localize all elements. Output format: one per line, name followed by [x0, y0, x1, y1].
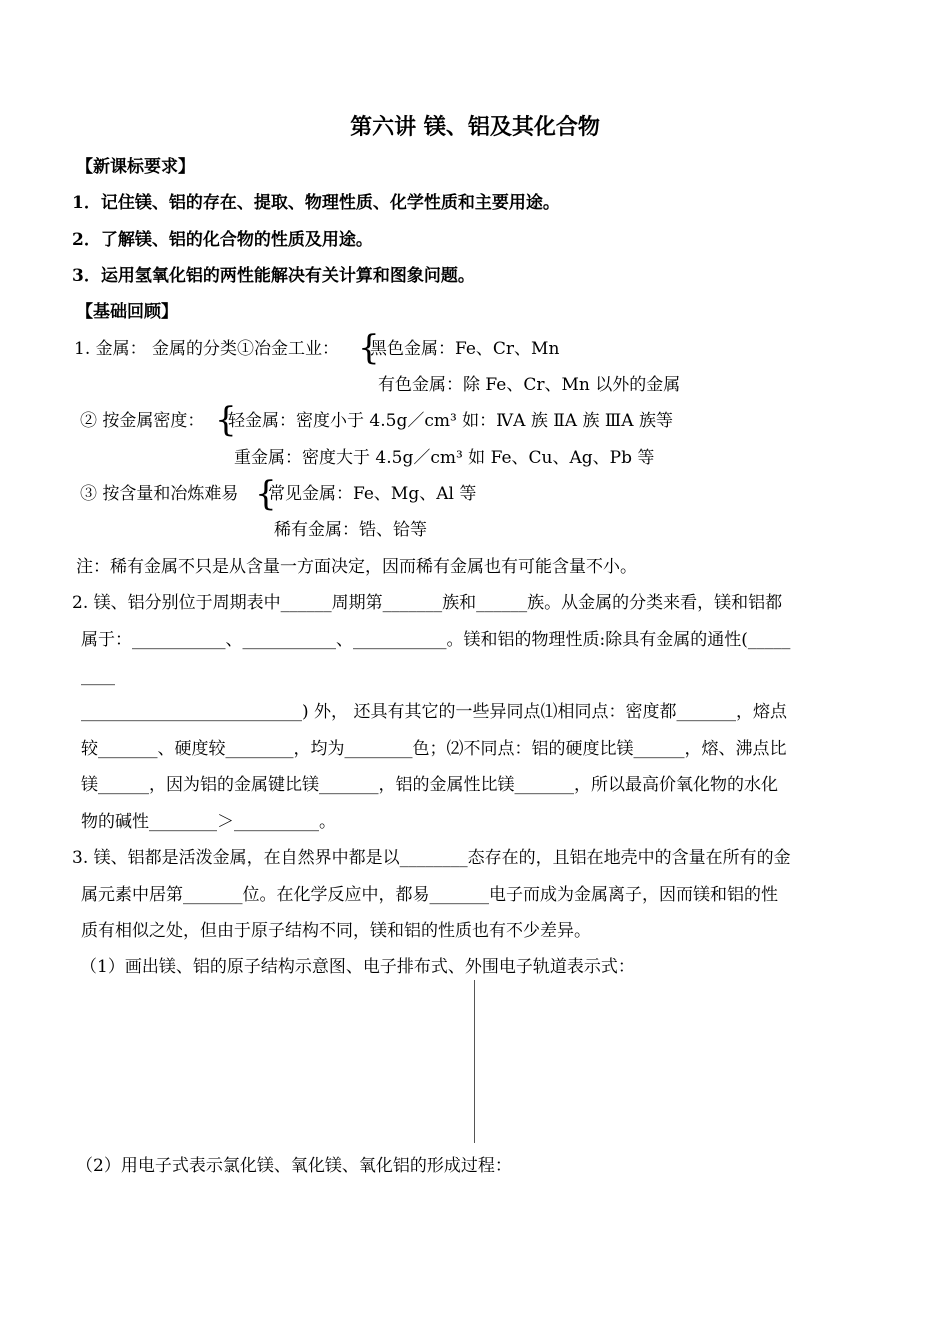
common-metals: 常见金属：Fe、Mg、Al 等	[268, 484, 477, 504]
heavy-metals: 重金属：密度大于 4.5g／cm³ 如 Fe、Cu、Ag、Pb 等	[234, 448, 655, 468]
question-3-line: 3. 镁、铝都是活泼金属，在自然界中都是以________态存在的，且铝在地壳中的含量在所有的金	[72, 848, 791, 868]
question-2-line: 较_______、硬度较________，均为________色；⑵不同点：铝的硬度比镁______，熔、沸点比	[81, 739, 787, 759]
brace-icon: {	[255, 474, 277, 514]
classification-density-label: ② 按金属密度：	[80, 411, 205, 431]
classification-abundance-label: ③ 按含量和冶炼难易	[80, 484, 239, 504]
question-2-line: __________________________) 外， 还具有其它的一些异同点⑴相同点：密度都_______，熔点	[81, 702, 787, 722]
question-3-line: 属元素中居第_______位。在化学反应中，都易_______电子而成为金属离子，因而镁和铝的性	[81, 885, 778, 905]
page-title: 第六讲 镁、铝及其化合物	[350, 114, 600, 140]
question-2-line: 物的碱性________＞__________。	[81, 812, 336, 832]
ferrous-metals: 黑色金属：Fe、Cr、Mn	[370, 339, 560, 359]
classification-metallurgy-label: 1. 金属： 金属的分类①冶金工业：	[74, 339, 340, 359]
question-2-line: 属于：___________、___________、___________。镁和铝的物理性质:除具有金属的通性(_____	[81, 630, 791, 650]
nonferrous-metals: 有色金属：除 Fe、Cr、Mn 以外的金属	[378, 375, 681, 395]
light-metals: 轻金属：密度小于 4.5g／cm³ 如：ⅣA 族 ⅡA 族 ⅢA 族等	[228, 411, 673, 431]
requirement-2: 2．了解镁、铝的化合物的性质及用途。	[72, 230, 373, 250]
question-2-line: ____	[81, 666, 115, 686]
question-3-line: 质有相似之处，但由于原子结构不同，镁和铝的性质也有不少差异。	[81, 921, 591, 941]
requirement-3: 3．运用氢氧化铝的两性能解决有关计算和图象问题。	[72, 266, 475, 286]
question-2-line: 2. 镁、铝分别位于周期表中______周期第_______族和______族。从金属的分类来看，镁和铝都	[72, 593, 783, 613]
note: 注：稀有金属不只是从含量一方面决定，因而稀有金属也有可能含量不小。	[76, 557, 637, 577]
section-header-requirements: 【新课标要求】	[76, 157, 195, 177]
question-3-subquestion-2: （2）用电子式表示氯化镁、氧化镁、氧化铝的形成过程：	[76, 1156, 512, 1176]
question-3-subquestion-1: （1）画出镁、铝的原子结构示意图、电子排布式、外围电子轨道表示式：	[80, 957, 635, 977]
answer-divider-line	[474, 980, 475, 1143]
rare-metals: 稀有金属：锆、铪等	[274, 520, 427, 540]
brace-icon: {	[215, 400, 237, 440]
question-2-line: 镁______，因为铝的金属键比镁_______，铝的金属性比镁_______，所以最高价氧化物的水化	[81, 775, 778, 795]
requirement-1: 1．记住镁、铝的存在、提取、物理性质、化学性质和主要用途。	[72, 193, 560, 213]
section-header-review: 【基础回顾】	[76, 302, 178, 322]
brace-icon: {	[358, 328, 380, 368]
